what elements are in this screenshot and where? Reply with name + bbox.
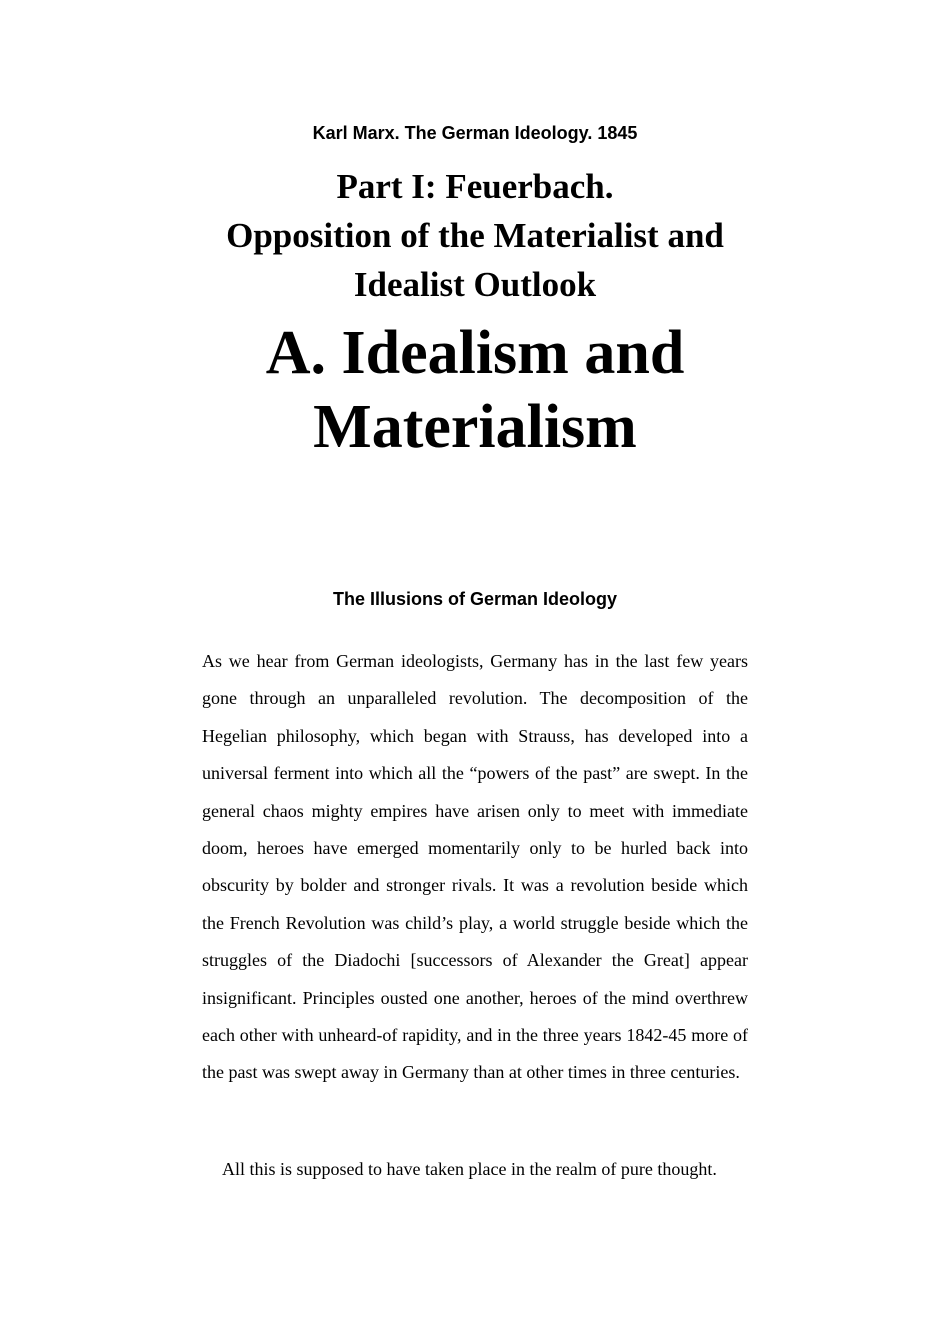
part-title-line: Opposition of the Materialist and	[226, 216, 724, 255]
part-title-line: Part I: Feuerbach.	[336, 167, 614, 206]
section-title-line: Materialism	[313, 393, 637, 461]
document-header: Karl Marx. The German Ideology. 1845	[312, 123, 638, 143]
part-title	[150, 162, 800, 309]
section-title-line: A. Idealism and	[265, 319, 685, 387]
body-paragraph: All this is supposed to have taken place in the realm of pure thought.	[222, 1159, 717, 1179]
sub-heading: The Illusions of German Ideology	[332, 589, 618, 609]
body-paragraph: As we hear from German ideologists, Germany has in the last few years gone through an unparalleled revolution. The decomposition of the Hegelian philosophy, which began with Strauss, has developed into a universal ferment into which all the “powers of the past” are swept. In the general chaos mighty empires have arisen only to meet with immediate doom, heroes have emerged momentarily only to be hurled back into obscurity by bolder and stronger rivals. It was a revolution beside which the French Revolution was child’s play, a world struggle beside which the struggles of the Diadochi [successors of Alexander the Great] appear insignificant. Principles ousted one another, heroes of the mind overthrew each other with unheard-of rapidity, and in the three years 1842-45 more of the past was swept away in Germany than at other times in three centuries.	[202, 651, 748, 1083]
part-title-line: Idealist Outlook	[353, 265, 597, 304]
section-title	[150, 316, 800, 464]
